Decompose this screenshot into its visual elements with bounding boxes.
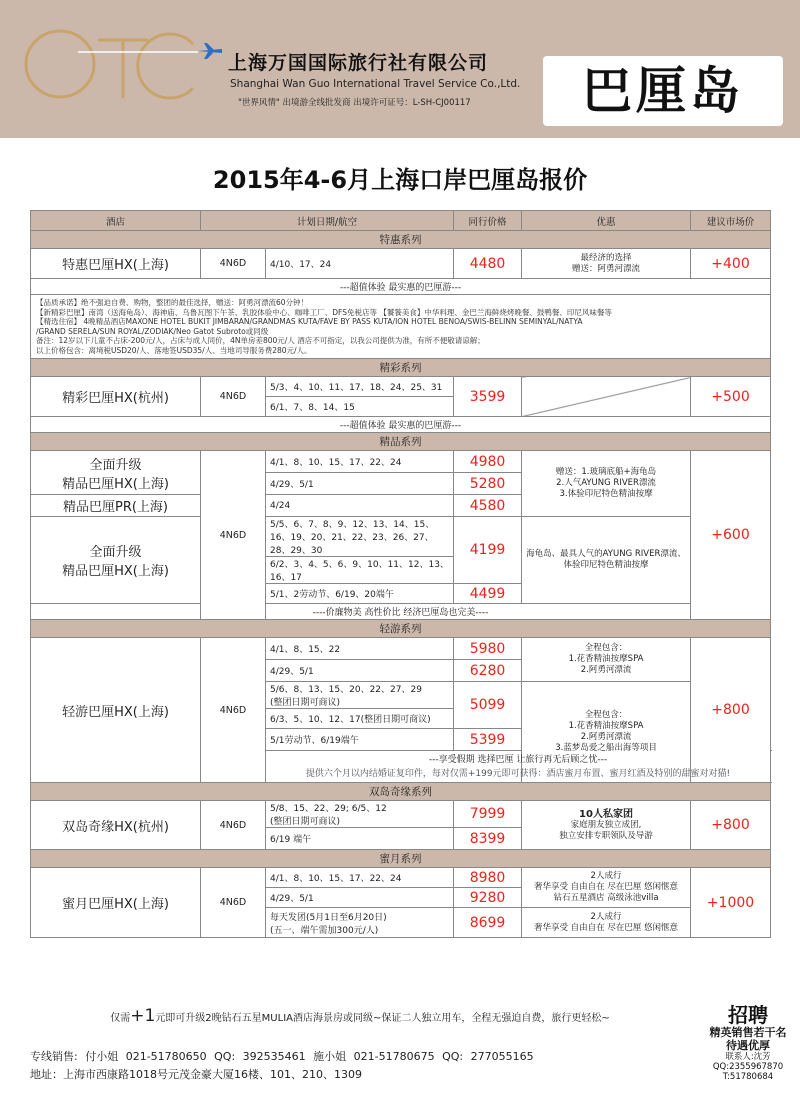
section-row: [31, 433, 771, 451]
promo-cell: [522, 249, 691, 279]
market-cell: +800: [691, 801, 771, 850]
hotel-line: 全面升级: [89, 545, 142, 560]
note-line: 以上价格包含：离境税USD20/人、落地签USD35/人、当地司导服务费280元/人。: [36, 345, 312, 355]
upgrade-plus: +1: [130, 1006, 156, 1026]
date-line: 5/6、8、13、15、20、22、27、29: [270, 685, 422, 695]
promo-line: 2.人气AYUNG RIVER漂流: [556, 478, 656, 488]
price-cell: 3599: [454, 377, 522, 417]
hotel-line: 全面升级: [89, 457, 142, 473]
note-line: 【品质承诺】绝不强迫自费、购物，整团的最佳选择，赠送：阿勇河漂流60分钟！: [36, 298, 309, 307]
section-row: [31, 850, 771, 868]
date-line: (五一、端午需加300元/人): [270, 925, 379, 936]
date-line: (整团日期可商议): [270, 698, 341, 708]
promo-line: 海龟岛、最具人气的AYUNG RIVER漂流、: [526, 549, 686, 559]
date-cell: 6/3、5、10、12、17(整团日期可商议): [266, 709, 454, 729]
promo-line: 3.体验印尼特色精油按摩: [559, 489, 653, 499]
date-cell: 4/29、5/1: [266, 660, 454, 682]
promo-line: 最经济的选择: [580, 252, 632, 263]
upgrade-note: [0, 1006, 720, 1026]
price-cell: 4580: [454, 495, 522, 517]
price-cell: 4480: [454, 249, 522, 279]
promo-line: 2人成行: [590, 871, 622, 881]
days-cell: 4N6D: [201, 801, 266, 850]
market-cell: +500: [691, 377, 771, 417]
promo-cell: [522, 908, 691, 938]
note-line: /GRAND SERELA/SUN ROYAL/ZODIAK/Neo Gatot Subroto或同级: [36, 326, 269, 336]
date-line: 5/8、15、22、29; 6/5、12: [270, 804, 387, 814]
promo-cell: [522, 517, 691, 604]
date-cell: 5/1劳动节、6/19端午: [266, 729, 454, 751]
section-row: [31, 783, 771, 801]
promo-line: 赠送：1.玻璃底船+海龟岛: [555, 467, 657, 477]
days-cell: 4N6D: [201, 249, 266, 279]
promo-line: 1.花香精油按摩SPA: [568, 721, 644, 731]
license-text: "世界风情" 出境游全线批发商 出境许可证号：L-SH-CJ00117: [238, 98, 471, 108]
banner-text: ---超值体验 最实惠的巴厘游---: [31, 279, 771, 295]
promo-line: 3.蓝梦岛爱之船出海等项目: [555, 743, 657, 753]
note-line: 备注：12岁以下儿童不占床-200元/人，占床与成人同价，4N单房差800元/人 酒店不可指定，以我公司提供为准，有所不便敬请谅解；: [36, 336, 485, 345]
days-cell: 4N6D: [201, 377, 266, 417]
section-row: [31, 359, 771, 377]
hotel-cell: 双岛奇缘HX(杭州): [31, 801, 201, 850]
airplane-icon: [196, 42, 224, 60]
date-cell: 4/24: [266, 495, 454, 517]
section-light: 轻游系列: [31, 620, 771, 638]
table-row: [31, 868, 771, 888]
hotel-cell: 蜜月巴厘HX(上海): [31, 868, 201, 938]
date-cell: 5/1、2劳动节、6/19、20端午: [266, 584, 454, 604]
date-cell: 4/1、8、10、15、17、22、24: [266, 451, 454, 473]
date-cell: 6/19 端午: [266, 828, 454, 850]
price-cell: 4980: [454, 451, 522, 473]
table-row: [31, 451, 771, 473]
col-promo: 优惠: [522, 211, 691, 231]
price-table: [30, 210, 771, 938]
price-cell: 8699: [454, 908, 522, 938]
date-cell: [266, 801, 454, 828]
date-cell: 6/1、7、8、14、15: [266, 397, 454, 417]
promo-line: 家庭朋友独立成团,: [570, 819, 642, 830]
company-name-cn: 上海万国国际旅行社有限公司: [228, 52, 489, 74]
destination-title: 巴厘岛: [582, 62, 744, 120]
promo-cell: [522, 638, 691, 682]
recruit-title: 招聘: [728, 1003, 768, 1027]
notes-row: [31, 295, 771, 359]
promo-cell: [522, 451, 691, 517]
date-line: 每天发团(5月1日至6月20日): [270, 912, 387, 923]
page-title: 2015年4-6月上海口岸巴厘岛报价: [212, 166, 588, 194]
promo-cell: [522, 868, 691, 908]
section-honeymoon: 蜜月系列: [31, 850, 771, 868]
header-banner: [0, 0, 800, 138]
banner-row: [31, 279, 771, 295]
table-row: [31, 517, 771, 557]
company-name-en: Shanghai Wan Guo International Travel Service Co.,Ltd.: [230, 78, 521, 90]
otc-logo: [18, 22, 218, 102]
table-row: [31, 638, 771, 660]
upgrade-pre: 仅需: [110, 1013, 131, 1024]
recruit-box: [698, 1004, 798, 1096]
days-cell: 4N6D: [201, 451, 266, 620]
price-cell: 4199: [454, 517, 522, 584]
recruit-line: 精英销售若干名: [709, 1026, 787, 1039]
section-wonderful: 精彩系列: [31, 359, 771, 377]
banner-text: ---超值体验 最实惠的巴厘游---: [31, 417, 771, 433]
table-row: [31, 377, 771, 397]
banner-row: [31, 604, 771, 620]
date-cell: [266, 908, 454, 938]
hotel-cell: 轻游巴厘HX(上海): [31, 638, 201, 783]
market-cell: +400: [691, 249, 771, 279]
promo-line: 独立安排专职领队及导游: [559, 830, 653, 841]
section-row: [31, 620, 771, 638]
price-cell: 8980: [454, 868, 522, 888]
date-cell: 4/1、8、10、15、17、22、24: [266, 868, 454, 888]
promo-line: 2.阿勇河漂流: [580, 665, 632, 675]
date-cell: 4/1、8、15、22: [266, 638, 454, 660]
price-cell: 8399: [454, 828, 522, 850]
hotel-cell: 精品巴厘PR(上海): [31, 495, 201, 517]
promo-line: 钻石五星酒店 高级泳池villa: [553, 893, 659, 903]
date-cell: [266, 682, 454, 709]
days-cell: 4N6D: [201, 638, 266, 783]
promo-line: 2人成行: [590, 911, 622, 922]
section-special: 特惠系列: [31, 231, 771, 249]
destination-badge: [543, 56, 783, 126]
section-dual: 双岛奇缘系列: [31, 783, 771, 801]
market-cell: +600: [691, 451, 771, 620]
promo-line: 赠送：阿勇河漂流: [572, 263, 641, 274]
hotel-line: 精品巴厘HX(上海): [62, 476, 169, 492]
hotel-cell: 精彩巴厘HX(杭州): [31, 377, 201, 417]
promo-line: 2.阿勇河漂流: [580, 732, 632, 742]
price-cell: 5099: [454, 682, 522, 729]
sales-contacts: 专线销售: 付小姐 021-51780650 QQ: 392535461 施小姐 021-51780675 QQ: 277055165: [30, 1050, 534, 1063]
col-date: 计划日期/航空: [201, 211, 454, 231]
price-cell: 6280: [454, 660, 522, 682]
promo-line: 体验印尼特色精油按摩: [563, 560, 649, 570]
col-market: 建议市场价: [691, 211, 771, 231]
hotel-cell: [31, 517, 201, 604]
hotel-cell: [31, 451, 201, 495]
col-price: 同行价格: [454, 211, 522, 231]
note-line: 【精选住宿】 4晚精品酒店MAXONE HOTEL BUKIT JIMBARAN/GRANDMAS KUTA/FAVE BY PASS KUTA/ION HOTEL BENOA/SWIS-BELINN SEMINYAL/NATYA: [36, 317, 583, 326]
promo-line: 1.花香精油按摩SPA: [568, 654, 644, 664]
date-line: (整团日期可商议): [270, 817, 341, 827]
date-cell: 4/29、5/1: [266, 473, 454, 495]
upgrade-post: 元即可升级2晚钻石五星MULIA酒店海景房或同级~保证二人独立用车，全程无强迫自费，旅行更轻松~: [155, 1013, 610, 1024]
recruit-line: QQ:2355967870: [712, 1062, 784, 1072]
banner-text: [266, 751, 771, 783]
banner-line: ---享受假期 选择巴厘 让旅行再无后顾之忧---: [428, 754, 608, 765]
col-hotel: 酒店: [31, 211, 201, 231]
price-cell: 5980: [454, 638, 522, 660]
promo-empty-cell: [522, 377, 691, 417]
note-line: 【新精彩巴厘】南湾（送海龟岛）、海神庙、乌鲁瓦图下午茶、乳胶体验中心、咖啡工厂、DFS免税店等 【饕餮美食】中华料理、金巴兰海鲜烧烤晚餐、鼓鸭餐、印尼风味餐等: [36, 307, 612, 317]
hotel-cell: 特惠巴厘HX(上海): [31, 249, 201, 279]
date-cell: 4/10、17、24: [266, 249, 454, 279]
promo-line: 全程包含：: [584, 710, 628, 720]
notes-cell: [31, 295, 771, 359]
price-cell: 5280: [454, 473, 522, 495]
table-header-row: [31, 211, 771, 231]
price-cell: 7999: [454, 801, 522, 828]
promo-line: 10人私家团: [579, 808, 633, 820]
market-cell: +1000: [691, 868, 771, 938]
section-row: [31, 231, 771, 249]
banner-text: ----价廉物美 高性价比 经济巴厘岛也完美----: [31, 604, 771, 620]
date-cell: 4/29、5/1: [266, 888, 454, 908]
promo-line: 全程包含：: [584, 643, 628, 653]
promo-cell: [522, 801, 691, 850]
recruit-line: T:51780684: [722, 1072, 774, 1082]
date-cell: 5/5、6、7、8、9、12、13、14、15、16、19、20、21、22、23、26、27、28、29、30: [266, 517, 454, 557]
banner-row: [31, 417, 771, 433]
date-cell: 6/2、3、4、5、6、9、10、11、12、13、16、17: [266, 557, 454, 584]
price-cell: 4499: [454, 584, 522, 604]
market-cell: +800: [691, 638, 771, 783]
promo-line: 奢华享受 自由自在 尽在巴厘 悠闲惬意: [533, 882, 679, 892]
banner-line: 提供六个月以内结婚证复印件，每对仅需+199元即可获得：酒店蜜月布置、蜜月红酒及特别的甜蜜对对猫!: [305, 768, 731, 779]
price-cell: 5399: [454, 729, 522, 751]
table-row: [31, 249, 771, 279]
date-cell: 5/3、4、10、11、17、18、24、25、31: [266, 377, 454, 397]
days-cell: 4N6D: [201, 868, 266, 938]
address: 地址：上海市西康路1018号元茂金豪大厦16楼、101、210、1309: [30, 1068, 362, 1081]
table-row: [31, 801, 771, 828]
promo-line: 奢华享受 自由自在 尽在巴厘 悠闲惬意: [533, 922, 679, 933]
recruit-line: 联系人:沈芳: [725, 1052, 771, 1062]
hotel-line: 精品巴厘HX(上海): [62, 564, 169, 579]
price-cell: 9280: [454, 888, 522, 908]
section-premium: 精品系列: [31, 433, 771, 451]
recruit-line: 待遇优厚: [726, 1039, 770, 1052]
